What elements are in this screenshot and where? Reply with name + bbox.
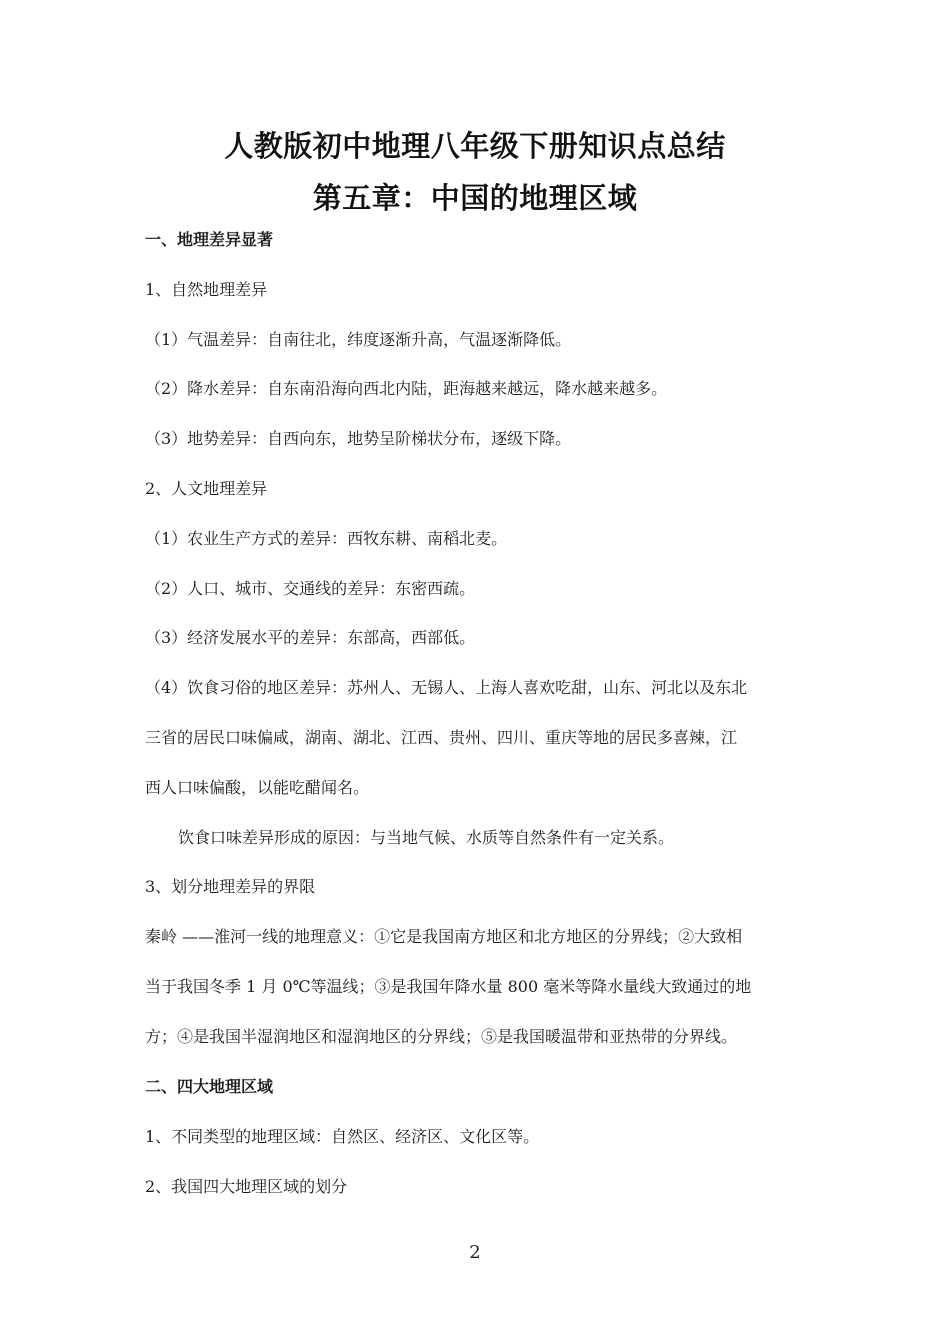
paragraph-line: 西人口味偏酸，以能吃醋闻名。: [145, 778, 370, 797]
paragraph-line: （2）人口、城市、交通线的差异：东密西疏。: [145, 579, 476, 598]
subsection-heading: 1、不同类型的地理区域：自然区、经济区、文化区等。: [145, 1127, 540, 1146]
paragraph-line: （2）降水差异：自东南沿海向西北内陆，距海越来越远，降水越来越多。: [145, 379, 668, 398]
paragraph-line: （1）气温差异：自南往北，纬度逐渐升高，气温逐渐降低。: [145, 330, 572, 349]
paragraph-line: （1）农业生产方式的差异：西牧东耕、南稻北麦。: [145, 529, 508, 548]
section-heading: 一、地理差异显著: [145, 230, 274, 249]
paragraph-line: （4）饮食习俗的地区差异：苏州人、无锡人、上海人喜欢吃甜，山东、河北以及东北: [145, 678, 748, 697]
page-number: 2: [469, 1242, 481, 1263]
paragraph-line: 三省的居民口味偏咸，湖南、湖北、江西、贵州、四川、重庆等地的居民多喜辣，江: [145, 728, 738, 747]
chapter-title: 第五章：中国的地理区域: [312, 181, 638, 215]
paragraph-line: 方；④是我国半湿润地区和湿润地区的分界线；⑤是我国暖温带和亚热带的分界线。: [145, 1027, 738, 1046]
subsection-heading: 3、划分地理差异的界限: [145, 877, 316, 896]
paragraph-line: 当于我国冬季 1 月 0℃等温线；③是我国年降水量 800 毫米等降水量线大致通过的地: [145, 977, 752, 996]
paragraph-line: 饮食口味差异形成的原因：与当地气候、水质等自然条件有一定关系。: [178, 828, 675, 847]
section-heading: 二、四大地理区域: [145, 1077, 274, 1096]
subsection-heading: 1、自然地理差异: [145, 280, 268, 299]
paragraph-line: 秦岭 ——淮河一线的地理意义：①它是我国南方地区和北方地区的分界线；②大致相: [145, 927, 743, 946]
subsection-heading: 2、人文地理差异: [145, 479, 268, 498]
paragraph-line: （3）经济发展水平的差异：东部高，西部低。: [145, 628, 476, 647]
paragraph-line: （3）地势差异：自西向东，地势呈阶梯状分布，逐级下降。: [145, 429, 572, 448]
subsection-heading: 2、我国四大地理区域的划分: [145, 1177, 348, 1196]
document-title: 人教版初中地理八年级下册知识点总结: [224, 129, 726, 163]
